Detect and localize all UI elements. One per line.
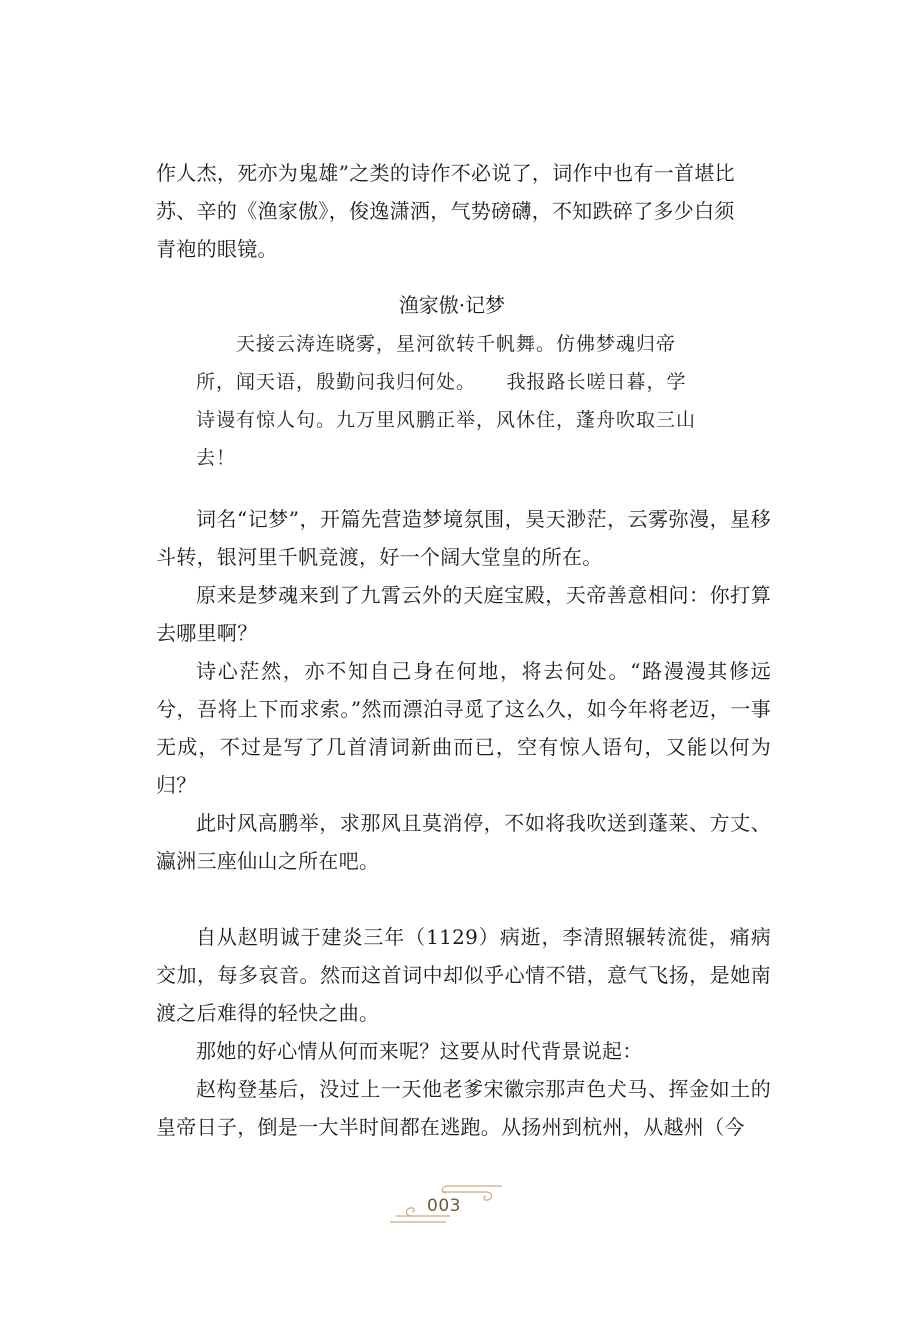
paragraph-4: 此时风高鹏举，求那风且莫消停，不如将我吹送到蓬莱、方丈、瀛洲三座仙山之所在吧。 [156, 811, 771, 873]
poem-line-2: 所，闻天语，殷勤问我归何处。 我报路长嗟日暮，学 [196, 371, 687, 393]
poem-line-4: 去！ [196, 447, 237, 469]
paragraph-3: 诗心茫然，亦不知自己身在何地，将去何处。“路漫漫其修远兮，吾将上下而求索。”然而漂泊寻觅了这么久，如今年将老迈，一事无成，不过是写了几首清词新曲而已，空有惊人语句，又能以何为归？ [156, 659, 771, 797]
paragraph-7: 赵构登基后，没过上一天他老爹宋徽宗那声色犬马、挥金如土的皇帝日子，倒是一大半时间都在逃跑。从扬州到杭州，从越州（今 [156, 1077, 771, 1139]
footer-curl-right [484, 1192, 492, 1200]
footer-curl-left [406, 1208, 414, 1216]
intro-line-3: 青袍的眼镜。 [156, 237, 278, 261]
intro-paragraph [156, 154, 771, 268]
page-number: 003 [427, 1196, 461, 1216]
poem-body [196, 325, 728, 477]
paragraph-5: 自从赵明诚于建炎三年（1129）病逝，李清照辗转流徙，痛病交加，每多哀音。然而这首词中却似乎心情不错，意气飞扬，是她南渡之后难得的轻快之曲。 [156, 925, 771, 1025]
paragraph-1: 词名“记梦”，开篇先营造梦境氛围，昊天渺茫，云雾弥漫，星移斗转，银河里千帆竞渡，好一个阔大堂皇的所在。 [156, 507, 771, 569]
poem-title: 渔家傲·记梦 [398, 293, 506, 317]
intro-line-2: 苏、辛的《渔家傲》，俊逸潇洒，气势磅礴，不知跌碎了多少白须 [156, 199, 735, 223]
poem-line-3: 诗谩有惊人句。九万里风鹏正举，风休住，蓬舟吹取三山 [196, 409, 697, 431]
intro-line-1: 作人杰，死亦为鬼雄”之类的诗作不必说了，词作中也有一首堪比 [156, 161, 735, 185]
poem-line-1: 天接云涛连晓雾，星河欲转千帆舞。仿佛梦魂归帝 [236, 333, 677, 355]
paragraph-6: 那她的好心情从何而来呢？这要从时代背景说起： [196, 1039, 643, 1063]
paragraph-2: 原来是梦魂来到了九霄云外的天庭宝殿，天帝善意相问：你打算去哪里啊？ [156, 583, 771, 645]
